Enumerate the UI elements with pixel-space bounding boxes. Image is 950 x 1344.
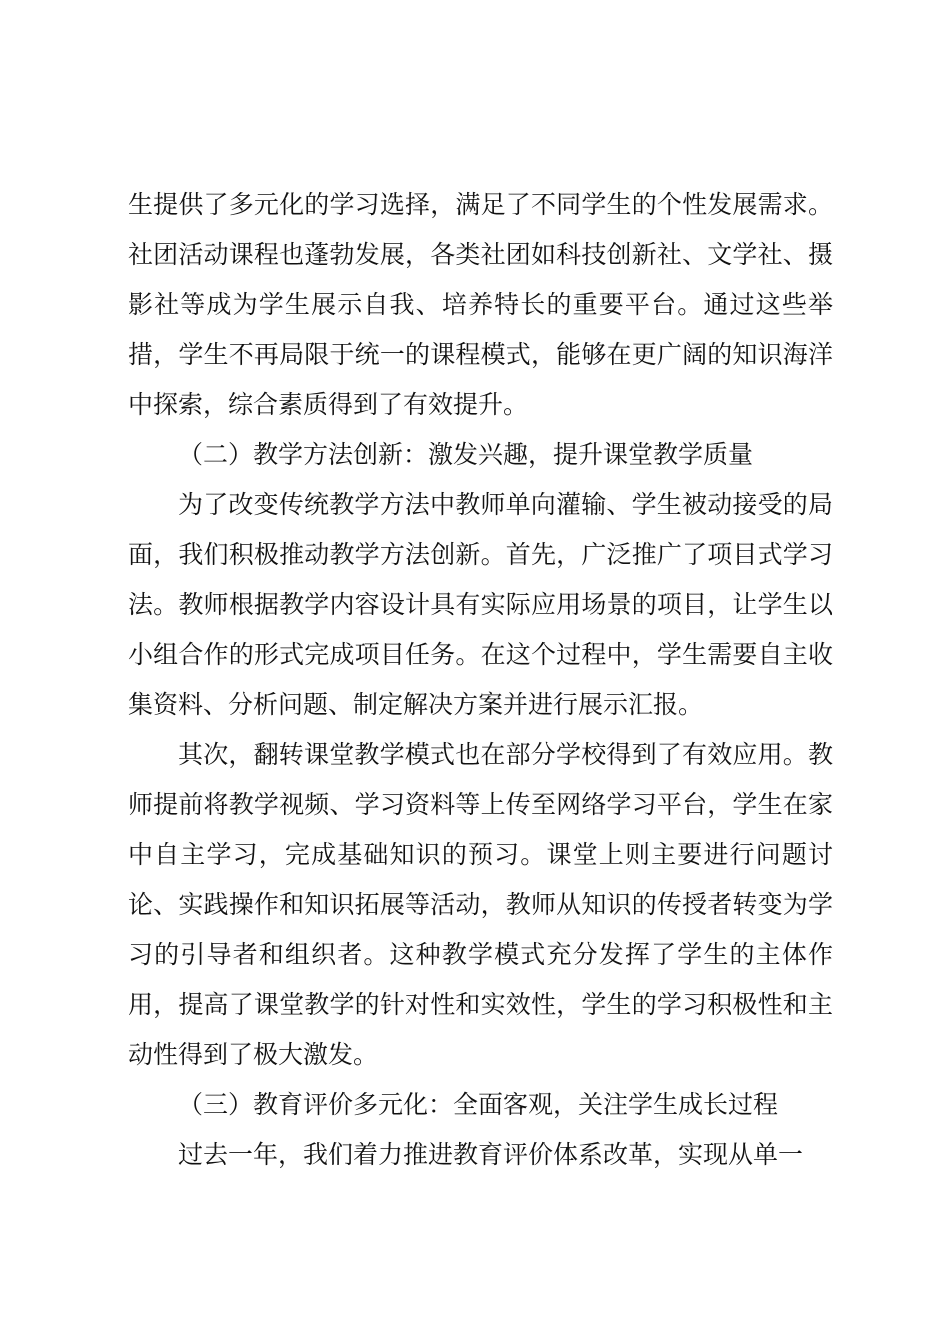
- section-heading-teaching-methods: （二）教学方法创新：激发兴趣，提升课堂教学质量: [178, 440, 754, 469]
- paragraph-project-learning: 为了改变传统教学方法中教师单向灌输、学生被动接受的局面，我们积极推动教学方法创新。首先，广泛推广了项目式学习法。教师根据教学内容设计具有实际应用场景的项目，让学生以小组合作的形式完成项目任务。在这个过程中，学生需要自主收集资料、分析问题、制定解决方案并进行展示汇报。: [128, 490, 833, 719]
- paragraph-evaluation-reform: 过去一年，我们着力推进教育评价体系改革，实现从单一: [178, 1140, 804, 1169]
- section-heading-evaluation: （三）教育评价多元化：全面客观，关注学生成长过程: [178, 1090, 779, 1119]
- paragraph-flipped-classroom: 其次，翻转课堂教学模式也在部分学校得到了有效应用。教师提前将教学视频、学习资料等上传至网络学习平台，学生在家中自主学习，完成基础知识的预习。课堂上则主要进行问题讨论、实践操作和知识拓展等活动，教师从知识的传授者转变为学习的引导者和组织者。这种教学模式充分发挥了学生的主体作用，提高了课堂教学的针对性和实效性，学生的学习积极性和主动性得到了极大激发。: [128, 740, 833, 1069]
- document-body: [128, 180, 833, 1180]
- paragraph-course-options: 生提供了多元化的学习选择，满足了不同学生的个性发展需求。社团活动课程也蓬勃发展，各类社团如科技创新社、文学社、摄影社等成为学生展示自我、培养特长的重要平台。通过这些举措，学生不再局限于统一的课程模式，能够在更广阔的知识海洋中探索，综合素质得到了有效提升。: [128, 190, 833, 419]
